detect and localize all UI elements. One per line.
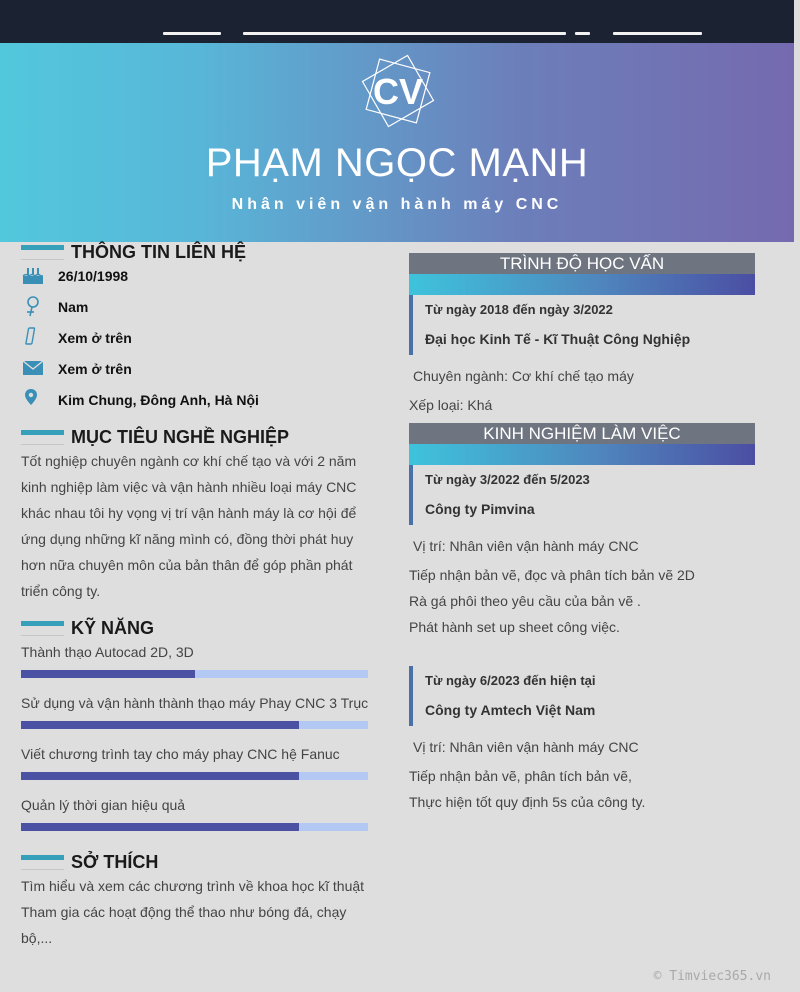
objective-text — [21, 448, 361, 604]
contact-email — [21, 357, 381, 381]
nav-placeholder-1[interactable] — [163, 32, 221, 35]
job-entry — [409, 666, 755, 726]
hobby-line: Tham gia các hoạt động thể thao như bóng đá, chạy — [21, 904, 347, 920]
cv-header-banner — [0, 43, 794, 242]
hobbies-heading-text: SỞ THÍCH — [71, 852, 159, 872]
experience-heading-text: KINH NGHIỆM LÀM VIỆC — [409, 423, 755, 444]
skill-name: Thành thạo Autocad 2D, 3D — [21, 644, 194, 660]
job-duty: Tiếp nhận bản vẽ, đọc và phân tích bản vẽ 2D — [409, 567, 695, 583]
watermark: © Timviec365.vn — [653, 969, 771, 984]
objective-line: ứng dụng những kĩ năng mình có, đồng thời phát huy — [21, 531, 354, 547]
education-dates: Từ ngày 2018 đến ngày 3/2022 — [425, 302, 613, 317]
nav-placeholder-4[interactable] — [613, 32, 702, 35]
nav-placeholder-3[interactable] — [575, 32, 590, 35]
hobby-line: Tìm hiểu và xem các chương trình về khoa học kĩ thuật — [21, 878, 365, 894]
education-heading — [409, 253, 755, 295]
logo-text: CV — [372, 71, 423, 112]
hobby-line: bộ,... — [21, 930, 53, 946]
skills-heading-text: KỸ NĂNG — [71, 618, 155, 638]
skill-fill — [21, 823, 299, 831]
job-duty: Rà gá phôi theo yêu cầu của bản vẽ . — [409, 593, 641, 609]
skill-bar — [21, 721, 368, 729]
job-position: Vị trí: Nhân viên vận hành máy CNC — [413, 538, 639, 554]
job-position: Vị trí: Nhân viên vận hành máy CNC — [413, 739, 639, 755]
objective-line: triển công ty. — [21, 583, 101, 599]
job-entry — [409, 465, 755, 525]
contact-gender — [21, 295, 381, 319]
top-navigation-bar — [0, 0, 794, 43]
contact-heading-text: THÔNG TIN LIÊN HỆ — [71, 242, 246, 262]
skill-fill — [21, 772, 299, 780]
experience-heading-gradient — [409, 444, 755, 465]
email-icon — [21, 357, 45, 379]
skill-name: Viết chương trình tay cho máy phay CNC hệ Fanuc — [21, 746, 340, 762]
skill-name: Sử dụng và vận hành thành thạo máy Phay CNC 3 Trục — [21, 695, 369, 711]
skill-bar — [21, 823, 368, 831]
skill-bar — [21, 670, 368, 678]
birthday-cake-icon — [21, 264, 45, 286]
objective-line: Tốt nghiệp chuyên ngành cơ khí chế tạo và với 2 năm — [21, 453, 357, 469]
gender-value: Nam — [58, 299, 89, 315]
candidate-name: PHẠM NGỌC MẠNH — [205, 141, 589, 185]
job-duty: Tiếp nhận bản vẽ, phân tích bản vẽ, — [409, 768, 632, 784]
experience-heading — [409, 423, 755, 465]
objective-line: khác nhau tôi hy vọng vị trí vận hành máy là cơ hội để — [21, 505, 357, 521]
education-school: Đại học Kinh Tế - Kĩ Thuật Công Nghiệp — [425, 331, 691, 347]
female-gender-icon — [21, 295, 45, 317]
job-dates: Từ ngày 3/2022 đến 5/2023 — [425, 472, 590, 487]
education-major: Chuyên ngành: Cơ khí chế tạo máy — [413, 368, 634, 384]
contact-phone — [21, 326, 381, 350]
job-company: Công ty Pimvina — [425, 501, 535, 517]
nav-placeholder-2[interactable] — [243, 32, 566, 35]
education-entry — [409, 295, 755, 355]
job-dates: Từ ngày 6/2023 đến hiện tại — [425, 673, 596, 688]
phone-value[interactable]: Xem ở trên — [58, 330, 132, 346]
job-company: Công ty Amtech Việt Nam — [425, 702, 596, 718]
cv-logo — [352, 45, 444, 137]
contact-address — [21, 388, 381, 412]
hobbies-text — [21, 873, 371, 951]
location-pin-icon — [21, 388, 45, 410]
job-title: Nhân viên vận hành máy CNC — [231, 196, 563, 213]
objective-line: hơn nữa chuyên môn của bản thân để góp phần phát — [21, 557, 353, 573]
education-heading-text: TRÌNH ĐỘ HỌC VẤN — [409, 253, 755, 274]
skill-fill — [21, 721, 299, 729]
objective-line: kinh nghiệp làm việc và vận hành nhiều loại máy CNC — [21, 479, 357, 495]
address-value: Kim Chung, Đông Anh, Hà Nội — [58, 392, 259, 408]
contact-birthday — [21, 264, 381, 288]
job-duty: Thực hiện tốt quy định 5s của công ty. — [409, 794, 646, 810]
education-grade: Xếp loại: Khá — [409, 397, 493, 413]
skill-bar — [21, 772, 368, 780]
objective-heading-text: MỤC TIÊU NGHỀ NGHIỆP — [71, 427, 290, 447]
phone-icon — [21, 326, 45, 348]
job-duty: Phát hành set up sheet công việc. — [409, 619, 620, 635]
education-heading-gradient — [409, 274, 755, 295]
birthday-value: 26/10/1998 — [58, 268, 129, 284]
skill-fill — [21, 670, 195, 678]
skill-name: Quản lý thời gian hiệu quả — [21, 797, 186, 813]
skills-heading — [21, 618, 221, 646]
email-value[interactable]: Xem ở trên — [58, 361, 132, 377]
